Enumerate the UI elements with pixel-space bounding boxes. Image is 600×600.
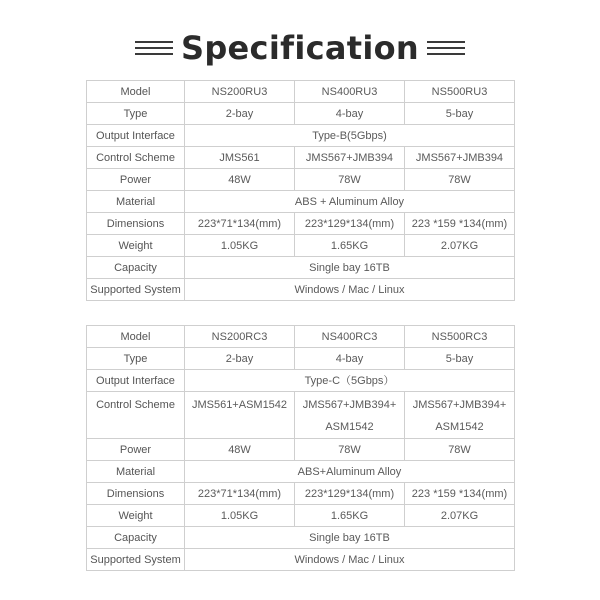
control-cell: JMS567+JMB394 (295, 147, 405, 169)
row-label-material: Material (87, 461, 185, 483)
row-label-capacity: Capacity (87, 257, 185, 279)
row-label-control: Control Scheme (87, 147, 185, 169)
table-row-power (87, 439, 515, 461)
table-row-dimensions (87, 483, 515, 505)
weight-cell: 1.65KG (295, 235, 405, 257)
table-row-control (87, 147, 515, 169)
table-row-model (87, 81, 515, 103)
row-label-capacity: Capacity (87, 527, 185, 549)
dimensions-cell: 223*71*134(mm) (185, 483, 295, 505)
table-row-power (87, 169, 515, 191)
power-cell: 78W (295, 169, 405, 191)
row-label-dimensions: Dimensions (87, 483, 185, 505)
table-row-model (87, 326, 515, 348)
table-row-weight (87, 505, 515, 527)
model-cell: NS400RC3 (295, 326, 405, 348)
power-cell: 48W (185, 169, 295, 191)
row-label-system: Supported System (87, 549, 185, 571)
interface-cell: Type-C（5Gbps） (185, 370, 515, 392)
row-label-type: Type (87, 103, 185, 125)
model-cell: NS200RC3 (185, 326, 295, 348)
dimensions-cell: 223 *159 *134(mm) (405, 483, 515, 505)
spec-table-ru3 (86, 80, 515, 301)
row-label-model: Model (87, 326, 185, 348)
row-label-weight: Weight (87, 505, 185, 527)
control-cell (295, 392, 405, 439)
weight-cell: 2.07KG (405, 505, 515, 527)
dimensions-cell: 223 *159 *134(mm) (405, 213, 515, 235)
capacity-cell: Single bay 16TB (185, 257, 515, 279)
interface-cell: Type-B(5Gbps) (185, 125, 515, 147)
control-line: JMS561+ASM1542 (191, 399, 288, 411)
control-line: ASM1542 (435, 421, 484, 433)
table-row-capacity (87, 527, 515, 549)
dimensions-cell: 223*129*134(mm) (295, 213, 405, 235)
control-line: JMS567+JMB394+ (412, 399, 507, 411)
type-cell: 2-bay (185, 348, 295, 370)
page-title: Specification (181, 29, 419, 67)
row-label-model: Model (87, 81, 185, 103)
table-row-system (87, 279, 515, 301)
type-cell: 5-bay (405, 103, 515, 125)
weight-cell: 1.65KG (295, 505, 405, 527)
row-label-material: Material (87, 191, 185, 213)
row-label-type: Type (87, 348, 185, 370)
table-row-type (87, 103, 515, 125)
table-row-material (87, 191, 515, 213)
material-cell: ABS+Aluminum Alloy (185, 461, 515, 483)
table-row-weight (87, 235, 515, 257)
control-cell: JMS561 (185, 147, 295, 169)
power-cell: 78W (295, 439, 405, 461)
row-label-weight: Weight (87, 235, 185, 257)
table-row-interface (87, 125, 515, 147)
control-cell (405, 392, 515, 439)
table-row-dimensions (87, 213, 515, 235)
weight-cell: 1.05KG (185, 505, 295, 527)
title-decoration-right (427, 41, 465, 55)
table-row-material (87, 461, 515, 483)
spec-header (0, 22, 600, 74)
row-label-control: Control Scheme (87, 392, 185, 439)
power-cell: 78W (405, 169, 515, 191)
control-line: ASM1542 (325, 421, 374, 433)
type-cell: 2-bay (185, 103, 295, 125)
row-label-system: Supported System (87, 279, 185, 301)
model-cell: NS500RU3 (405, 81, 515, 103)
table-row-type (87, 348, 515, 370)
spec-table-rc3 (86, 325, 515, 571)
power-cell: 48W (185, 439, 295, 461)
type-cell: 5-bay (405, 348, 515, 370)
control-cell (185, 392, 295, 439)
table-row-control (87, 392, 515, 439)
model-cell: NS400RU3 (295, 81, 405, 103)
model-cell: NS200RU3 (185, 81, 295, 103)
row-label-interface: Output Interface (87, 125, 185, 147)
control-line: JMS567+JMB394+ (302, 399, 397, 411)
weight-cell: 1.05KG (185, 235, 295, 257)
table-row-capacity (87, 257, 515, 279)
power-cell: 78W (405, 439, 515, 461)
type-cell: 4-bay (295, 103, 405, 125)
material-cell: ABS + Aluminum Alloy (185, 191, 515, 213)
weight-cell: 2.07KG (405, 235, 515, 257)
control-cell: JMS567+JMB394 (405, 147, 515, 169)
dimensions-cell: 223*71*134(mm) (185, 213, 295, 235)
table-row-interface (87, 370, 515, 392)
system-cell: Windows / Mac / Linux (185, 279, 515, 301)
row-label-power: Power (87, 169, 185, 191)
row-label-power: Power (87, 439, 185, 461)
capacity-cell: Single bay 16TB (185, 527, 515, 549)
row-label-interface: Output Interface (87, 370, 185, 392)
type-cell: 4-bay (295, 348, 405, 370)
row-label-dimensions: Dimensions (87, 213, 185, 235)
table-row-system (87, 549, 515, 571)
system-cell: Windows / Mac / Linux (185, 549, 515, 571)
title-decoration-left (135, 41, 173, 55)
dimensions-cell: 223*129*134(mm) (295, 483, 405, 505)
model-cell: NS500RC3 (405, 326, 515, 348)
